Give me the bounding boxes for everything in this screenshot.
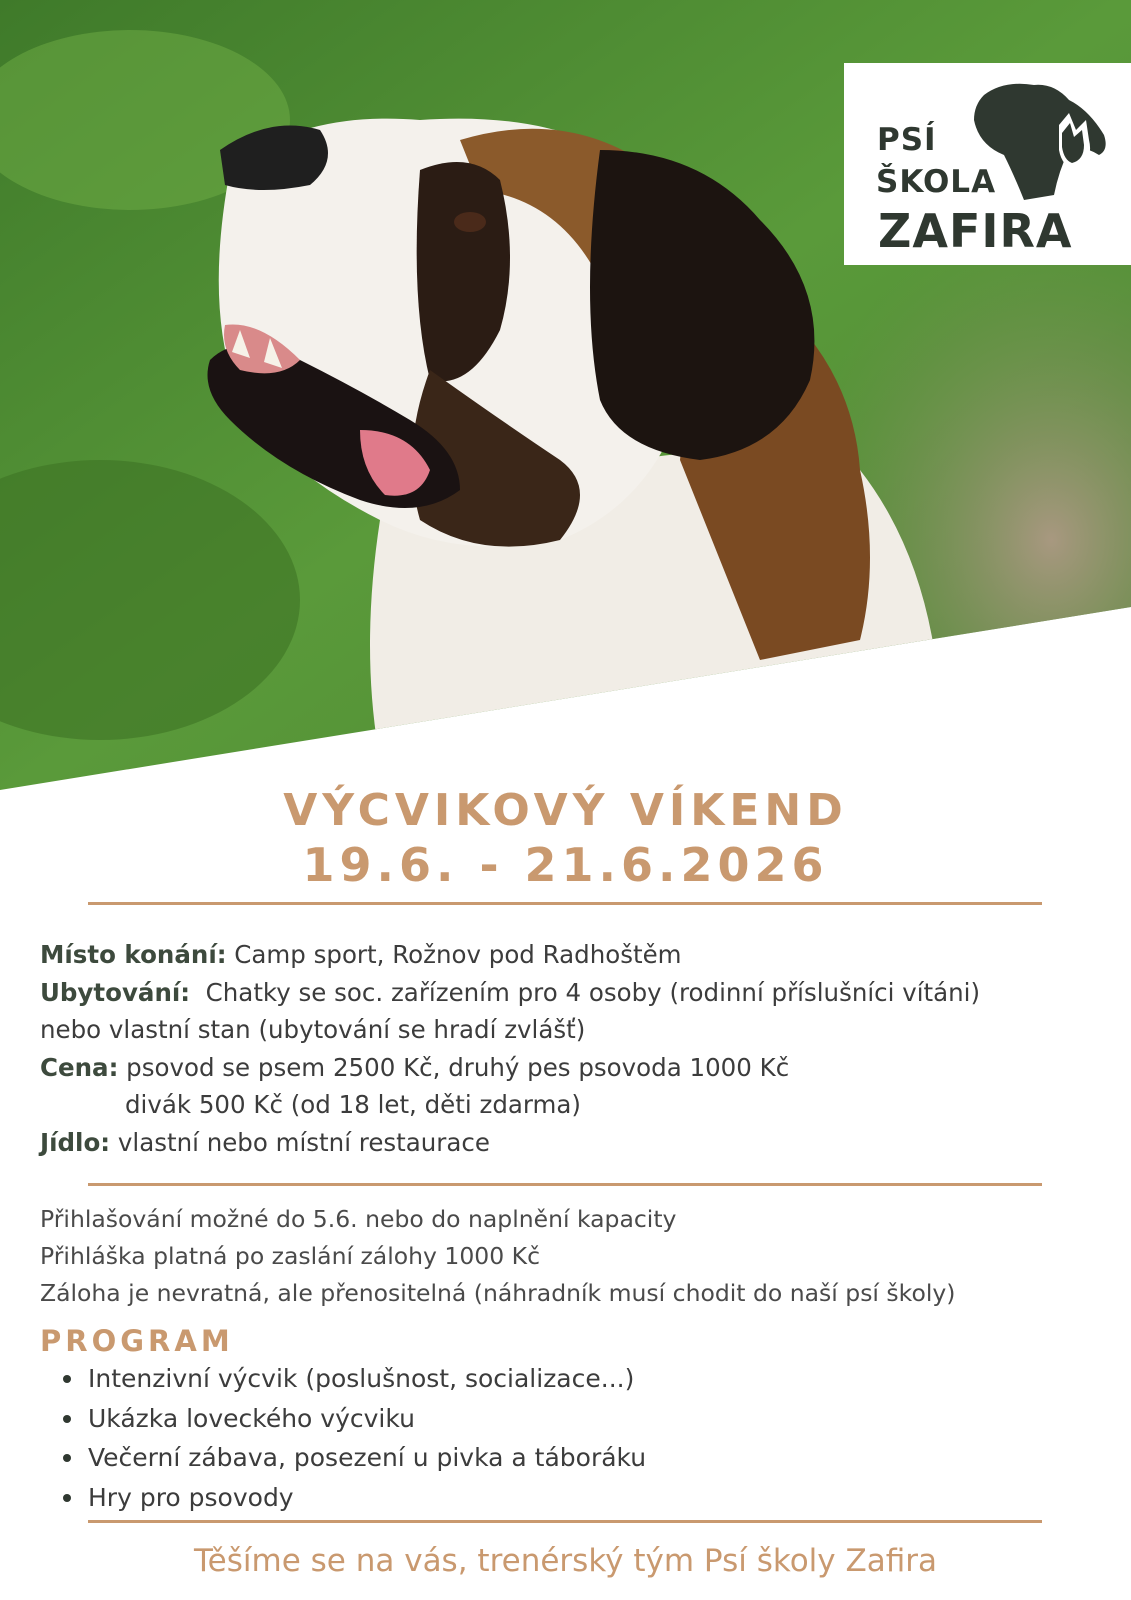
event-dates: 19.6. - 21.6.2026 [302, 838, 829, 892]
program-item: Hry pro psovody [88, 1482, 294, 1512]
event-details [40, 936, 1110, 1161]
lodging-label: Ubytování: [40, 977, 191, 1007]
list-item [60, 1478, 646, 1518]
food-row [40, 1124, 1110, 1162]
divider [88, 1520, 1042, 1523]
logo-line-3: ZAFIRA [878, 204, 1073, 258]
bullet-icon [63, 1454, 71, 1462]
lodging-value: Chatky se soc. zařízením pro 4 osoby (rodinní příslušníci vítáni) [190, 977, 981, 1007]
registration-notes [40, 1201, 955, 1312]
divider [88, 902, 1042, 905]
list-item [60, 1359, 646, 1399]
program-list [60, 1359, 646, 1517]
price-value: psovod se psem 2500 Kč, druhý pes psovoda 1000 Kč [118, 1052, 790, 1082]
lodging-row [40, 974, 1110, 1012]
food-label: Jídlo: [40, 1127, 111, 1157]
price-row-2: divák 500 Kč (od 18 let, děti zdarma) [125, 1090, 581, 1119]
list-item [60, 1399, 646, 1439]
price-label: Cena: [40, 1052, 119, 1082]
lodging-row-2: nebo vlastní stan (ubytování se hradí zvlášť) [40, 1015, 586, 1044]
venue-label: Místo konání: [40, 940, 227, 969]
list-item [60, 1438, 646, 1478]
logo [844, 63, 1131, 265]
logo-line-2: ŠKOLA [876, 164, 997, 200]
price-row [40, 1049, 1110, 1087]
note-line: Záloha je nevratná, ale přenositelná (náhradník musí chodit do naší psí školy) [40, 1279, 956, 1307]
footer-message: Těšíme se na vás, trenérský tým Psí školy Zafira [194, 1543, 937, 1579]
venue-value: Camp sport, Rožnov pod Radhoštěm [226, 940, 682, 969]
food-value: vlastní nebo místní restaurace [110, 1127, 490, 1157]
program-item: Ukázka loveckého výcviku [88, 1403, 415, 1433]
bullet-icon [63, 1494, 71, 1502]
note-line: Přihlašování možné do 5.6. nebo do naplnění kapacity [40, 1205, 677, 1233]
program-heading: PROGRAM [40, 1324, 234, 1358]
program-item: Intenzivní výcvik (poslušnost, socializace...) [88, 1364, 635, 1393]
note-line: Přihláška platná po zaslání zálohy 1000 Kč [40, 1242, 540, 1270]
bullet-icon [63, 1415, 71, 1423]
event-title: VÝCVIKOVÝ VÍKEND [283, 785, 848, 836]
program-item: Večerní zábava, posezení u pivka a táboráku [88, 1443, 647, 1472]
venue-row [40, 936, 1110, 974]
logo-line-1: PSÍ [877, 122, 937, 158]
divider [88, 1183, 1042, 1186]
bullet-icon [63, 1375, 71, 1383]
